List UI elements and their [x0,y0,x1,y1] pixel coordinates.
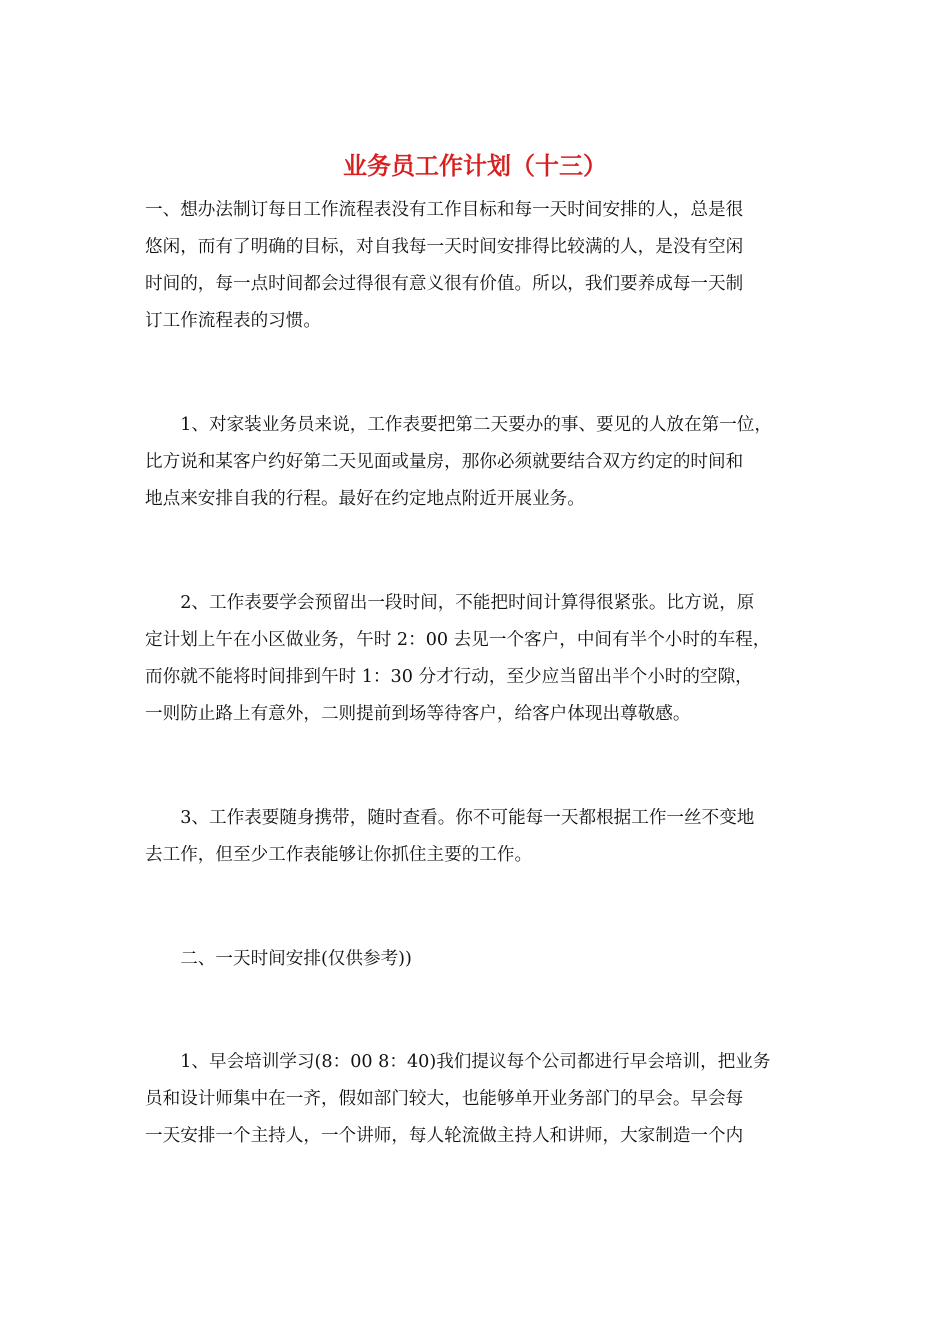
paragraph-6 [145,1044,810,1155]
paragraph-line: 而你就不能将时间排到午时 1：30 分才行动，至少应当留出半个小时的空隙， [145,667,753,687]
paragraph-line: 悠闲，而有了明确的目标，对自我每一天时间安排得比较满的人，是没有空闲 [145,237,744,257]
paragraph-3 [145,585,810,733]
paragraph-line: 2、工作表要学会预留出一段时间，不能把时间计算得很紧张。比方说，原 [145,593,755,613]
paragraph-line: 去工作，但至少工作表能够让你抓住主要的工作。 [145,845,533,865]
paragraph-2 [145,407,810,518]
paragraph-line: 1、对家装业务员来说，工作表要把第二天要办的事、要见的人放在第一位， [145,415,772,435]
paragraph-line: 二、一天时间安排(仅供参考)) [145,949,412,969]
paragraph-line: 1、早会培训学习(8：00 8：40)我们提议每个公司都进行早会培训，把业务 [145,1052,771,1072]
paragraph-line: 一则防止路上有意外，二则提前到场等待客户，给客户体现出尊敬感。 [145,704,691,724]
section-heading [145,941,810,978]
paragraph-line: 地点来安排自我的行程。最好在约定地点附近开展业务。 [145,489,585,509]
paragraph-4 [145,800,810,874]
paragraph-line: 3、工作表要随身携带，随时查看。你不可能每一天都根据工作一丝不变地 [145,808,755,828]
paragraph-line: 一天安排一个主持人，一个讲师，每人轮流做主持人和讲师，大家制造一个内 [145,1126,744,1146]
paragraph-line: 订工作流程表的习惯。 [145,311,321,331]
paragraph-line: 比方说和某客户约好第二天见面或量房，那你必须就要结合双方约定的时间和 [145,452,744,472]
paragraph-line: 时间的，每一点时间都会过得很有意义很有价值。所以，我们要养成每一天制 [145,274,744,294]
document-title: 业务员工作计划（十三） [343,152,607,180]
paragraph-line: 一、想办法制订每日工作流程表没有工作目标和每一天时间安排的人，总是很 [145,200,744,220]
paragraph-line: 定计划上午在小区做业务，午时 2：00 去见一个客户，中间有半个小时的车程， [145,630,771,650]
paragraph-1 [145,192,810,340]
paragraph-line: 员和设计师集中在一齐，假如部门较大，也能够单开业务部门的早会。早会每 [145,1089,744,1109]
